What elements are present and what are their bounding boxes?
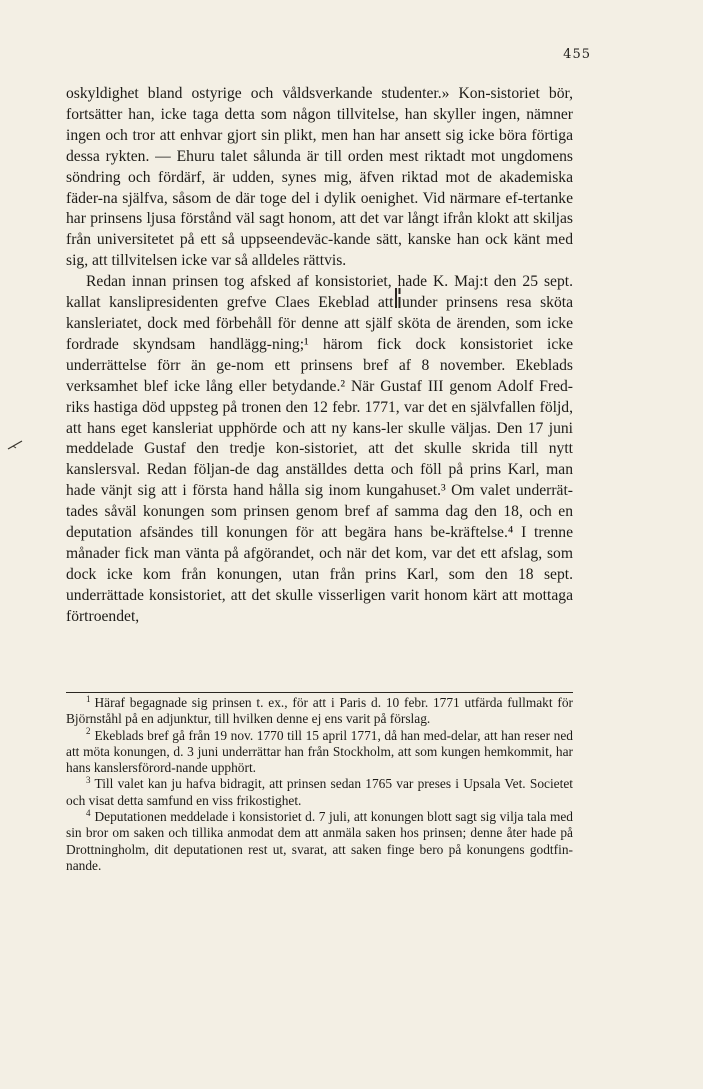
footnote-text: Häraf begagnade sig prinsen t. ex., för att i Paris d. 10 febr. 1771 utfärda fullmakt för Björnståhl på en adjunktur, till hvilken denne ej ens varit på förslag.	[66, 695, 573, 727]
paragraph: Redan innan prinsen tog afsked af konsistoriet, hade K. Maj:t den 25 sept. kallat kanslipresidenten grefve Claes Ekeblad att under prinsens resa sköta kansleriatet, dock med förbehåll för denne att själf sköta de ärenden, som icke fordrade skyndsam handlägg-ning;¹ härom fick dock konsistoriet icke underrättelse förr än ge-nom ett prinsens bref af 8 november. Ekeblads verksamhet blef icke lång eller betydande.² När Gustaf III genom Adolf Fred-riks hastiga död uppsteg på tronen den 12 febr. 1771, var det en självfallen följd, att hans eget kansleriat upphörde och att ny kans-ler skulle väljas. Den 17 juni meddelade Gustaf den tredje kon-sistoriet, att det skulle skrida till nytt kanslersval. Redan följan-de dag anställdes detta och föll på prins Karl, man hade vänjt sig att i första hand hålla sig inom kungahuset.³ Om valet underrät-tades såväl konungen som prinsen genom bref af samma dag den 18, och en deputation afsändes till konungen för att begära hans be-kräftelse.⁴ I trenne månader fick man vänta på afgörandet, och när det kom, var det ett afslag, som dock icke kom från konungen, utan från prins Karl, som den 18 sept. underrättade konsistoriet, att det skulle visserligen varit honom kärt att mottaga förtroendet,	[66, 273, 573, 625]
last-line-underline	[66, 692, 573, 693]
footnotes	[66, 695, 573, 874]
footnote-number: 3	[86, 775, 91, 786]
footnote	[66, 695, 573, 728]
main-text	[66, 84, 573, 628]
footnote-number: 2	[86, 726, 91, 737]
paragraph: oskyldighet bland ostyrige och våldsverkande studenter.» Kon-sistoriet bör, fortsätter han, icke taga detta som någon tillvitelse, han skyller ingen, nämner ingen och tror att enhvar gjort sin plikt, men han har ansett sig icke böra förtiga dessa rykten. — Ehuru talet sålunda är till orden mest riktadt mot ungdomens söndring och fördärf, är udden, synes mig, äfven riktad mot de akademiska fäder-na själfva, såsom de där toge del i dylik oenighet. Vid närmare ef-tertanke har prinsens ljusa förstånd väl sagt honom, att det var långt ifrån klokt att skiljas från universitetet på ett så uppseendeväc-kande sätt, kanske han ock känt med sig, att tillvitelsen icke var så alldeles rättvis.	[66, 85, 573, 270]
margin-pencil-mark	[7, 440, 23, 450]
footnote-text: Ekeblads bref gå från 19 nov. 1770 till 15 april 1771, då han med-delar, att han reser ned att möta konungen, d. 3 juni underrättar han från Stockholm, att som kungen hemkommit, har hans kanslersförord-nande upphört.	[66, 727, 573, 776]
footnote-number: 4	[86, 807, 91, 818]
page-number: 455	[563, 47, 591, 62]
footnote	[66, 809, 573, 874]
footnote-number: 1	[86, 693, 91, 704]
footnote	[66, 776, 573, 809]
footnote	[66, 728, 573, 777]
footnote-text: Till valet kan ju hafva bidragit, att prinsen sedan 1765 var preses i Upsala Vet. Societet och visat detta samfund en viss frikostighet.	[66, 776, 573, 808]
footnote-text: Deputationen meddelade i konsistoriet d. 7 juli, att konungen blott sagt sig vilja tala med sin bror om saken och tillika anmodat dem att anmäla saken hos prinsen; denne åter hade på Drottningholm, dit deputationen rest ut, svarat, att saken finge bero på konungens godtfin-nande.	[66, 809, 573, 873]
